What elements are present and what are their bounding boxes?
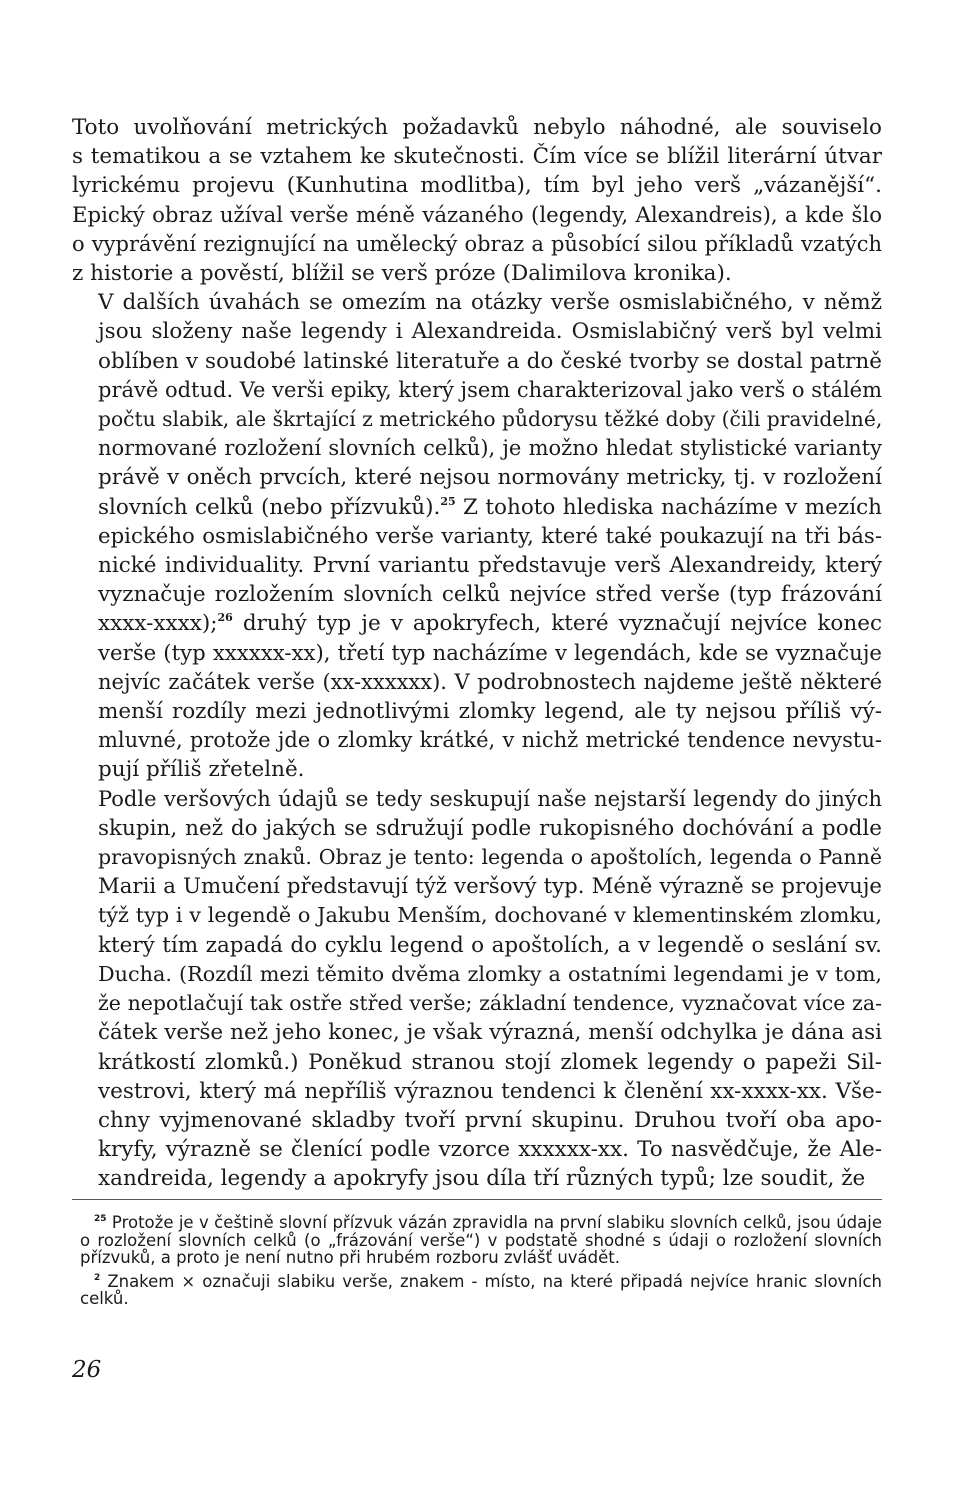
line-text: Podle veršových údajů se tedy seskupují naše nejstarší legendy do jiných: [98, 786, 882, 811]
line-text: týž typ i v legendě o Jakubu Menším, dochované v klementinském zlomku,: [98, 903, 882, 928]
line-text: o vyprávění rezignující na umělecký obraz a působící silou příkladů vzatých: [72, 231, 882, 256]
line-text: vestrovi, který má nepříliš výraznou tendenci k členění xx-xxxx-xx. Vše-: [98, 1078, 882, 1104]
text-line: [72, 142, 882, 171]
line-text: normované rozložení slovních celků), je možno hledat stylistické varianty: [98, 436, 882, 461]
line-text: s tematikou a se vztahem ke skutečnosti. Čím více se blížil literární útvar: [72, 144, 882, 170]
paragraph: [72, 785, 882, 1194]
paragraph: [72, 113, 882, 288]
text-line: [72, 434, 882, 463]
text-line: [72, 960, 882, 989]
footnote: [80, 1273, 882, 1308]
text-line: [72, 1135, 882, 1164]
line-text: pují příliš zřetelně.: [98, 757, 305, 783]
line-text: chny vyjmenované skladby tvoří první skupinu. Druhou tvoří oba apo-: [98, 1107, 882, 1133]
line-text: menší rozdíly mezi jednotlivými zlomky legend, ale ty nejsou příliš vý-: [98, 699, 882, 725]
line-text: že nepotlačují tak ostře střed verše; základní tendence, vyznačovat více za-: [98, 991, 882, 1016]
line-text: jsou složeny naše legendy i Alexandreida. Osmislabičný verš byl velmi: [98, 319, 882, 345]
text-line: [72, 405, 882, 434]
line-text: kryfy, výrazně se členící podle vzorce xxxxxx-xx. To nasvědčuje, že Ale-: [98, 1137, 882, 1163]
text-line: [72, 668, 882, 697]
text-line: [72, 288, 882, 317]
line-text: nické individuality. První variantu představuje verš Alexandreidy, který: [98, 553, 882, 579]
line-text: slovních celků (nebo přízvuků).: [98, 494, 441, 520]
line-text: vyznačuje rozložením slovních celků nejvíce střed verše (typ frázování: [98, 582, 882, 608]
text-line: [72, 259, 882, 288]
footnote-text: Znakem × označuji slabiku verše, znakem - místo, na které připadá nejvíce hranic slovních celků.: [80, 1271, 882, 1308]
text-line: [72, 785, 882, 814]
text-line: [72, 522, 882, 551]
footnote: [80, 1214, 882, 1267]
text-line: [72, 1048, 882, 1077]
footnote-mark: 25: [94, 1214, 107, 1224]
text-line: [72, 843, 882, 872]
line-text: skupin, než do jakých se sdružují podle rukopisného dochóvání a podle: [98, 815, 882, 841]
text-line: [72, 551, 882, 580]
line-text: právě odtud. Ve verši epiky, který jsem charakterizoval jako verš o stálém: [98, 377, 883, 402]
text-line: [72, 726, 882, 755]
text-line: [72, 697, 882, 726]
line-text: který tím zapadá do cyklu legend o apoštolích, a v legendě o seslání sv.: [98, 932, 882, 958]
line-text-continued: Z tohoto hlediska nacházíme v mezích: [455, 494, 882, 520]
line-text: xxxx-xxxx);: [98, 611, 218, 637]
line-text: Toto uvolňování metrických požadavků nebylo náhodné, ale souviselo: [72, 115, 882, 140]
text-line: [72, 901, 882, 930]
footnotes: [80, 1214, 882, 1314]
line-text: právě v oněch prvcích, které nejsou normovány metricky, tj. v rozložení: [98, 465, 882, 491]
footnote-mark: 2: [94, 1272, 101, 1283]
line-text: mluvné, protože jde o zlomky krátké, v nichž metrické tendence nevystu-: [98, 728, 882, 753]
line-text: lyrickému projevu (Kunhutina modlitba), tím byl jeho verš „vázanější“.: [72, 173, 882, 199]
main-text: [72, 113, 882, 1194]
line-text: z historie a pověstí, blížil se verš próze (Dalimilova kronika).: [72, 261, 732, 287]
text-line: [72, 931, 882, 960]
paragraph: [72, 288, 882, 784]
text-line: [72, 755, 882, 784]
line-text: krátkostí zlomků.) Poněkud stranou stojí zlomek legendy o papeži Sil-: [98, 1049, 882, 1075]
line-text: xandreida, legendy a apokryfy jsou díla tří různých typů; lze soudit, že: [98, 1166, 866, 1192]
text-line: [72, 1018, 882, 1047]
line-text: nejvíc začátek verše (xx-xxxxxx). V podrobnostech najdeme ještě některé: [98, 669, 882, 694]
line-text: pravopisných znaků. Obraz je tento: legenda o apoštolích, legenda o Panně: [98, 845, 882, 870]
footnote-reference: 26: [217, 611, 233, 625]
line-text: čátek verše než jeho konec, je však výrazná, menší odchylka je dána asi: [98, 1020, 882, 1046]
footnote-reference: 25: [440, 494, 456, 508]
text-line: [72, 347, 882, 376]
line-text: V dalších úvahách se omezím na otázky verše osmislabičného, v němž: [98, 290, 882, 316]
text-line: [72, 171, 882, 200]
text-line: [72, 463, 882, 492]
line-text: Epický obraz užíval verše méně vázaného (legendy, Alexandreis), a kde šlo: [72, 202, 882, 228]
footnote-divider: [72, 1199, 882, 1200]
line-text: epického osmislabičného verše varianty, které také poukazují na tři bás-: [98, 523, 882, 549]
line-text-continued: druhý typ je v apokryfech, které vyznačují nejvíce konec: [232, 611, 882, 637]
text-line: [72, 609, 882, 638]
text-line: [72, 989, 882, 1018]
text-line: [72, 493, 882, 522]
text-line: [72, 580, 882, 609]
text-line: [72, 376, 882, 405]
text-line: [72, 201, 882, 230]
text-line: [72, 639, 882, 668]
page-number: 26: [72, 1357, 102, 1383]
line-text: Marii a Umučení představují týž veršový typ. Méně výrazně se projevuje: [98, 874, 882, 900]
footnote-text: Protože je v češtině slovní přízvuk vázán zpravidla na první slabiku slovních celků, jsou údaje o rozložení slovních celků (o „frázování verše“) v podstatě shodné s údaji o rozložení slovních přízvuků, a proto je není nutno při hrubém rozboru zvlášť uvádět.: [80, 1213, 882, 1267]
text-line: [72, 1164, 882, 1193]
text-line: [72, 1077, 882, 1106]
line-text: oblíben v soudobé latinské literatuře a do české tvorby se dostal patrně: [98, 348, 882, 374]
text-line: [72, 317, 882, 346]
text-line: [72, 230, 882, 259]
text-line: [72, 1106, 882, 1135]
text-line: [72, 872, 882, 901]
text-line: [72, 814, 882, 843]
text-line: [72, 113, 882, 142]
line-text: počtu slabik, ale škrtající z metrického půdorysu těžké doby (čili pravidelné,: [98, 407, 883, 432]
line-text: verše (typ xxxxxx-xx), třetí typ nacházíme v legendách, kde se vyznačuje: [98, 640, 882, 666]
line-text: Ducha. (Rozdíl mezi těmito dvěma zlomky a ostatními legendami je v tom,: [98, 961, 882, 986]
